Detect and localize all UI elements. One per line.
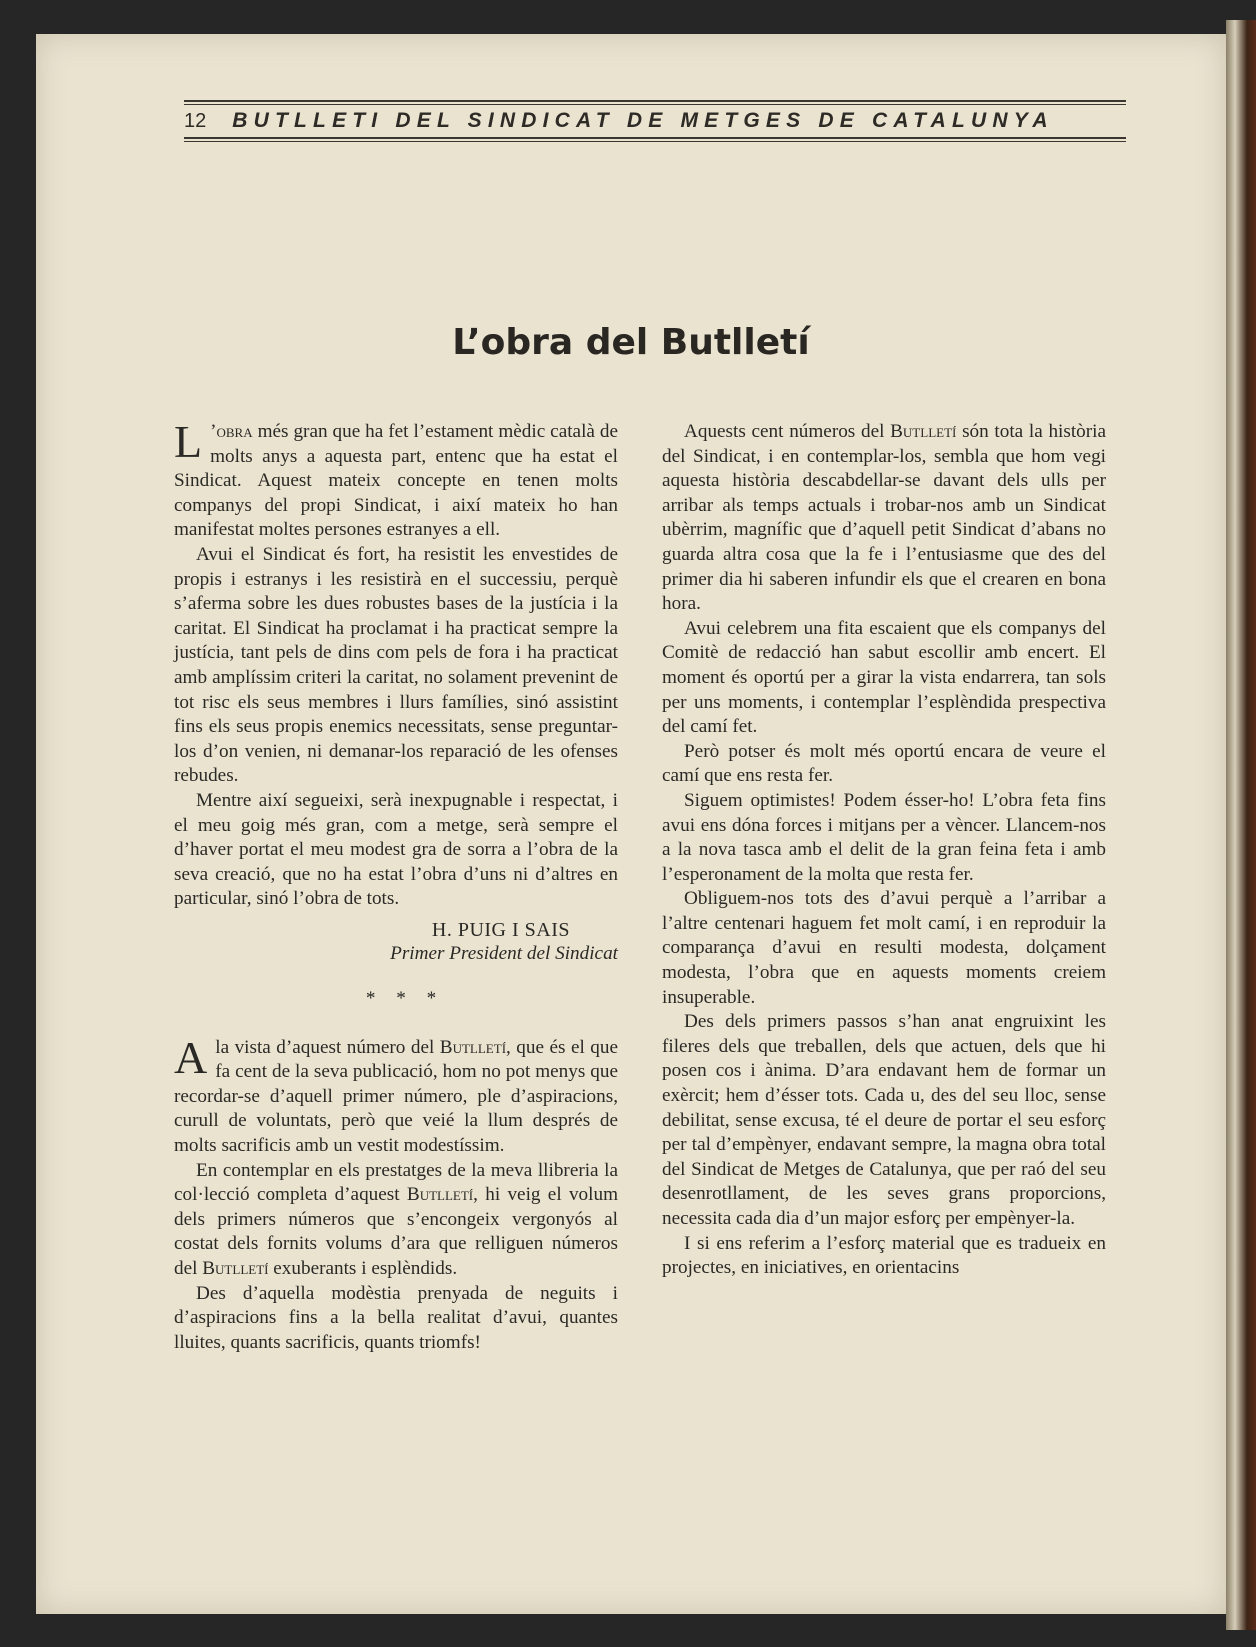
drop-cap: L: [174, 416, 203, 467]
paragraph: Des d’aquella modèstia prenyada de neguits i d’aspiracions fins a la bella realitat d’avui, quantes lluites, quants sacrificis, quants triomfs!: [174, 1282, 618, 1353]
paragraph-text: , que és el que fa cent de la seva publicació, hom no pot menys que recordar-se d’aquell primer número, ple d’aspiracions, curull de voluntats, però que veié la llum després de molts sacrificis amb un vestit modestíssim.: [174, 1036, 618, 1157]
paragraph: Des dels primers passos s’han anat engruixint les fileres dels que treballen, dels que actuen, dels que hi posen cos i ànima. D’ara endavant hem de formar un exèrcit; hem d’ésser tots. Cada u, des del seu lloc, sense debilitat, sense excusa, té el deure de portar el seu esforç per tal d’empènyer, endavant sempre, la magna obra total del Sindicat de Metges de Catalunya, que per raó del seu desenrotllament, de les seves grans proporcions, necessita cada dia d’un major esforç per empènyer-la.: [662, 1011, 1106, 1229]
header-line: [184, 105, 1126, 137]
header-rule-top: [184, 100, 1126, 102]
paragraph: Però potser és molt més oportú encara de veure el camí que ens resta fer.: [662, 740, 1106, 787]
paragraph-text: Aquests cent números del: [684, 421, 891, 442]
article-title: L’obra del Butlletí: [452, 322, 810, 363]
signature-name: H. PUIG I SAIS: [431, 918, 570, 941]
paragraph: [174, 1031, 618, 1159]
signature-role: Primer President del Sindicat: [390, 943, 618, 965]
running-header: [184, 100, 1126, 142]
paragraph-text: En contemplar en els prestatges de la meva llibreria la col·lecció completa d’aquest: [174, 1159, 618, 1206]
header-rule-bottom: [184, 137, 1126, 139]
section-separator: * * *: [365, 988, 445, 1010]
paragraph: Obliguem-nos tots des d’avui perquè a l’arribar a l’altre centenari haguem fet molt camí, i en reproduir la comparança d’avui en resulti modesta, dolçament modesta, l’obra que en aquests moments creiem insuperable.: [662, 888, 1106, 1008]
paragraph: Mentre així segueixi, serà inexpugnable i respectat, i el meu goig més gran, com a metge, serà sempre el d’haver portat el meu modest gra de sorra a l’obra de la seva creació, que no ha estat l’obra d’uns ni d’altres en particular, sinó l’obra de tots.: [174, 789, 618, 910]
butlleti-name: Butlletí: [406, 1184, 474, 1206]
paragraph-text: la vista d’aquest número del: [215, 1036, 440, 1058]
column-left: [174, 416, 618, 1355]
paragraph-text: , hi veig el volum dels primers números que s’encongeix vergonyós al costat dels fornits volums d’ara que relliguen números del: [174, 1184, 618, 1279]
running-title: BUTLLETI DEL SINDICAT DE METGES DE CATALUNYA: [232, 109, 1054, 132]
lead-word: ’obra: [210, 421, 253, 442]
butlleti-name: Butlletí: [439, 1036, 507, 1058]
paragraph-text: són tota la història del Sindicat, i en contemplar-los, sembla que hom vegi aquesta història descabdellar-se davant dels ulls per arribar als temps actuals i trobar-nos amb un Sindicat ubèrrim, magnífic que d’aquell petit Sindicat d’abans no guarda altra cosa que la fe i l’entusiasme que des del primer dia hi saberen infundir els que el crearen en bona hora.: [662, 421, 1106, 615]
paragraph: Avui el Sindicat és fort, ha resistit les envestides de propis i estranys i les resistirà en el successiu, perquè s’aferma sobre les dues robustes bases de la justícia i la caritat. El Sindicat ha proclamat i ha practicat sempre la justícia, tant pels de dins com pels de fora i ha practicat amb amplíssim criteri la caritat, no solament prevenint de tot risc els seus membres i llurs famílies, sinó assistint fins els seus propis enemics necessitats, sense preguntar-los d’on venien, ni demanar-los reparació de les ofenses rebudes.: [174, 543, 618, 787]
column-right: [662, 420, 1106, 1281]
page-number: 12: [184, 109, 207, 132]
drop-cap: A: [174, 1031, 208, 1083]
book-spine: [1226, 20, 1256, 1630]
paragraph: Avui celebrem una fita escaient que els companys del Comitè de redacció han sabut escollir amb encert. El moment és oportú per a girar la vista endarrera, tan sols per uns moments, i contemplar l’esplèndida prespectiva del camí fet.: [662, 617, 1106, 738]
paragraph-text: exuberants i esplèndids.: [268, 1258, 458, 1279]
paragraph: [174, 1159, 618, 1282]
header-rule-bottom-thin: [184, 141, 1126, 142]
butlleti-name: Butlletí: [890, 421, 957, 442]
butlleti-name: Butlletí: [202, 1258, 269, 1279]
paragraph: [662, 420, 1106, 617]
paragraph-text: més gran que ha fet l’estament mèdic català de molts anys a aquesta part, entenc que ha estat el Sindicat. Aquest mateix concepte en tenen molts companys del propi Sindicat, i així mateix ho han manifestat moltes persones estranyes a ell.: [174, 421, 618, 541]
paragraph: I si ens referim a l’esforç material que es tradueix en projectes, en iniciatives, en orientacins: [662, 1232, 1106, 1279]
paragraph: [174, 416, 618, 543]
paragraph: Siguem optimistes! Podem ésser-ho! L’obra feta fins avui ens dóna forces i mitjans per a vèncer. Llancem-nos a la nova tasca amb el delit de la gran feina feta i amb l’esperonament de la molta que resta fer.: [662, 789, 1106, 885]
